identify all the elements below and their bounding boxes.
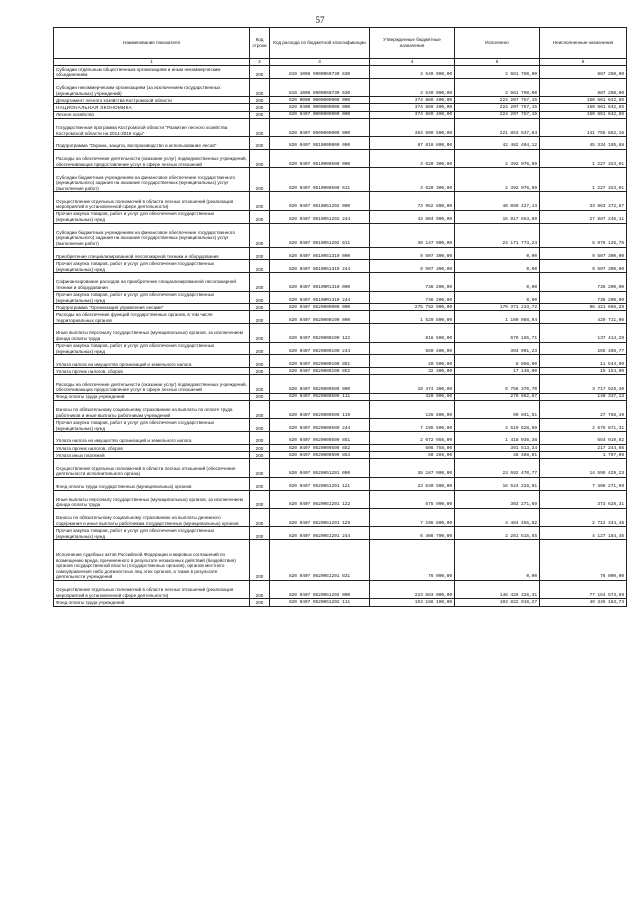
- indicator-name: Субсидии отдельным общественным организациям и иным некоммерческим объединениям: [54, 66, 250, 79]
- unexecuted-amount: 33 863 372,87: [540, 192, 627, 210]
- table-row: [54, 223, 627, 247]
- line-code: 200: [250, 192, 270, 210]
- indicator-name: Расходы на обеспечение деятельности (оказание услуг) подведомственных учреждений, обеспечивающих предоставление услуг в сфере лесных отношений: [54, 149, 250, 167]
- table-row: [54, 78, 627, 96]
- indicator-name: Осуществление отдельных полномочий в области лесных отношений (обеспечение деятельности исполнительного органа): [54, 459, 250, 477]
- indicator-name: Уплата прочих налогов, сборов: [54, 445, 250, 452]
- budget-code: 820 0407 0520000599 852: [270, 445, 370, 452]
- approved-amount: 736 200,00: [370, 273, 455, 291]
- column-number: 4: [370, 59, 455, 66]
- table-row: [54, 459, 627, 477]
- executed-amount: 4 484 455,52: [455, 508, 540, 526]
- budget-code: 820 0407 05100R1310 244: [270, 291, 370, 304]
- budget-code: 820 0407 0500000000 000: [270, 118, 370, 136]
- executed-amount: 224 207 757,15: [455, 97, 540, 104]
- line-code: 200: [250, 168, 270, 192]
- unexecuted-amount: 137 414,29: [540, 324, 627, 342]
- table-row: [54, 368, 627, 375]
- approved-amount: 73 952 800,00: [370, 192, 455, 210]
- unexecuted-amount: 76 000,00: [540, 540, 627, 581]
- executed-amount: 394 901,23: [455, 342, 540, 355]
- line-code: 200: [250, 260, 270, 273]
- line-code: 200: [250, 490, 270, 508]
- budget-code: 820 0407 0520000190 000: [270, 311, 370, 324]
- approved-amount: 275 792 900,00: [370, 304, 455, 311]
- line-code: 200: [250, 368, 270, 375]
- budget-code: 820 0407 0510051292 611: [270, 223, 370, 247]
- indicator-name: Субсидии некоммерческим организациям (за исключением государственных (муниципальных) учреждений): [54, 78, 250, 96]
- line-code: 200: [250, 527, 270, 540]
- table-row: [54, 477, 627, 490]
- unexecuted-amount: 3 717 929,30: [540, 375, 627, 393]
- executed-amount: 224 207 757,15: [455, 111, 540, 118]
- unexecuted-amount: 150 661 642,85: [540, 97, 627, 104]
- line-code: 200: [250, 355, 270, 368]
- table-row: [54, 599, 627, 606]
- approved-amount: 736 200,00: [370, 291, 455, 304]
- executed-amount: 0,00: [455, 247, 540, 260]
- indicator-name: Фонд оплаты труда учреждений: [54, 599, 250, 606]
- indicator-name: Исполнение судебных актов Российской Федерации и мировых соглашений по возмещению вреда, причиненного в результате незаконных действий (бездействия) органов государственной власти (государственных органов), органов местного самоуправления либо должностных лиц этих органов, а также в результате деятельности учреждений: [54, 540, 250, 581]
- budget-code: 820 0407 0520051291 831: [270, 540, 370, 581]
- approved-amount: 87 816 800,00: [370, 137, 455, 150]
- executed-amount: 0,00: [455, 540, 540, 581]
- approved-amount: 3 549 000,00: [370, 78, 455, 96]
- unexecuted-amount: 9 507 300,00: [540, 247, 627, 260]
- budget-code: 820 0407 0520000599 853: [270, 452, 370, 459]
- executed-amount: 6 756 370,70: [455, 375, 540, 393]
- unexecuted-amount: 11 644,00: [540, 355, 627, 368]
- unexecuted-amount: 2 675 871,31: [540, 419, 627, 432]
- approved-amount: 76 000,00: [370, 540, 455, 581]
- budget-code: 820 0407 0000000000 000: [270, 111, 370, 118]
- line-code: 200: [250, 149, 270, 167]
- executed-amount: 391 513,34: [455, 445, 540, 452]
- budget-code: 820 0407 0520000599 111: [270, 393, 370, 400]
- table-row: [54, 118, 627, 136]
- unexecuted-amount: 77 154 573,69: [540, 580, 627, 598]
- executed-amount: 103 822 916,27: [455, 599, 540, 606]
- budget-code: 820 0407 0510000599 000: [270, 149, 370, 167]
- approved-amount: 7 196 800,00: [370, 508, 455, 526]
- unexecuted-amount: 141 755 862,16: [540, 118, 627, 136]
- unexecuted-amount: 7 306 271,99: [540, 477, 627, 490]
- indicator-name: Взносы по обязательному социальному страхованию на выплаты денежного содержания и иные выплаты работникам государственных (муниципальных) органов: [54, 508, 250, 526]
- budget-code: 820 0407 0520000599 244: [270, 419, 370, 432]
- executed-amount: 99 041,51: [455, 401, 540, 419]
- executed-amount: 2 281 515,55: [455, 527, 540, 540]
- table-row: [54, 393, 627, 400]
- header-kbk: Код расхода по бюджетной классификации: [270, 28, 370, 59]
- table-row: [54, 66, 627, 79]
- approved-amount: 374 869 400,00: [370, 111, 455, 118]
- approved-amount: 7 195 500,00: [370, 419, 455, 432]
- budget-code: 820 0407 0520000599 000: [270, 375, 370, 393]
- table-row: [54, 342, 627, 355]
- header-executed: Исполнено: [455, 28, 540, 59]
- line-code: 200: [250, 375, 270, 393]
- approved-amount: 50 286,00: [370, 452, 455, 459]
- table-row: [54, 432, 627, 445]
- line-code: 200: [250, 393, 270, 400]
- table-row: [54, 580, 627, 598]
- unexecuted-amount: 15 154,00: [540, 368, 627, 375]
- budget-code: 820 0407 0520000190 122: [270, 324, 370, 342]
- table-row: [54, 192, 627, 210]
- unexecuted-amount: 140 337,13: [540, 393, 627, 400]
- approved-amount: 363 609 500,00: [370, 118, 455, 136]
- header-code: Код строки: [250, 28, 270, 59]
- approved-amount: 6 408 700,00: [370, 527, 455, 540]
- line-code: 200: [250, 419, 270, 432]
- executed-amount: 48 488,91: [455, 452, 540, 459]
- unexecuted-amount: 150 661 642,85: [540, 104, 627, 111]
- executed-amount: 0,00: [455, 273, 540, 291]
- unexecuted-amount: 1 227 323,01: [540, 168, 627, 192]
- header-name: Наименование показателя: [54, 28, 250, 59]
- approved-amount: 3 620 300,00: [370, 149, 455, 167]
- executed-amount: 23 592 470,77: [455, 459, 540, 477]
- budget-code: 820 0407 0520000599 851: [270, 432, 370, 445]
- column-number: 3: [270, 59, 370, 66]
- approved-amount: 3 620 300,00: [370, 168, 455, 192]
- executed-amount: 146 428 426,31: [455, 580, 540, 598]
- executed-amount: 16 524 228,01: [455, 477, 540, 490]
- indicator-name: Осуществление отдельных полномочий в области лесных отношений (реализация мероприятий в установленной сфере деятельности): [54, 580, 250, 598]
- budget-code: 819 1006 9900050730 630: [270, 78, 370, 96]
- indicator-name: Подпрограмма "Организация управления лесами": [54, 304, 250, 311]
- line-code: 200: [250, 78, 270, 96]
- budget-code: 820 0407 05100R1310 000: [270, 273, 370, 291]
- executed-amount: 179 371 233,72: [455, 304, 540, 311]
- budget-code: 820 0407 0520051291 129: [270, 508, 370, 526]
- unexecuted-amount: 9 507 300,00: [540, 260, 627, 273]
- column-number-row: [54, 59, 627, 66]
- unexecuted-amount: 5 976 126,76: [540, 223, 627, 247]
- line-code: 200: [250, 223, 270, 247]
- executed-amount: 0,00: [455, 291, 540, 304]
- line-code: 200: [250, 477, 270, 490]
- table-row: [54, 104, 627, 111]
- executed-amount: 1 100 088,94: [455, 311, 540, 324]
- budget-code: 819 1006 9900050730 630: [270, 66, 370, 79]
- budget-code: 820 0407 0510051292 000: [270, 192, 370, 210]
- indicator-name: Иные выплаты персоналу государственных (муниципальных) органов, за исключением фонда оплаты труда: [54, 490, 250, 508]
- line-code: 200: [250, 311, 270, 324]
- executed-amount: 15 917 653,89: [455, 210, 540, 223]
- approved-amount: 223 583 000,00: [370, 580, 455, 598]
- budget-code: 820 0407 0520000190 244: [270, 342, 370, 355]
- budget-code: 820 0407 0520051292 111: [270, 599, 370, 606]
- table-row: [54, 210, 627, 223]
- executed-amount: 679 185,71: [455, 324, 540, 342]
- approved-amount: 420 000,00: [370, 393, 455, 400]
- indicator-name: Субсидии бюджетным учреждениям на финансовое обеспечение государственного (муниципального) задания на оказание государственных (муниципальных) услуг (выполнение работ): [54, 168, 250, 192]
- unexecuted-amount: 887 250,00: [540, 66, 627, 79]
- budget-code: 820 0407 0520051291 244: [270, 527, 370, 540]
- line-code: 200: [250, 445, 270, 452]
- approved-amount: 9 507 300,00: [370, 247, 455, 260]
- column-number: 2: [250, 59, 270, 66]
- indicator-name: Прочая закупка товаров, работ и услуг для обеспечения государственных (муниципальных) нужд: [54, 291, 250, 304]
- unexecuted-amount: 2 712 344,48: [540, 508, 627, 526]
- approved-amount: 3 549 000,00: [370, 66, 455, 79]
- indicator-name: Субсидии бюджетным учреждениям на финансовое обеспечение государственного (муниципального) задания на оказание государственных (муниципальных) услуг (выполнение работ): [54, 223, 250, 247]
- approved-amount: 608 758,00: [370, 445, 455, 452]
- table-row: [54, 137, 627, 150]
- budget-code: 820 0000 0000000000 000: [270, 97, 370, 104]
- executed-amount: 24 171 773,24: [455, 223, 540, 247]
- unexecuted-amount: 217 244,66: [540, 445, 627, 452]
- indicator-name: Уплата налога на имущество организаций и земельного налога: [54, 355, 250, 368]
- executed-amount: 2 392 976,99: [455, 149, 540, 167]
- indicator-name: Расходы на обеспечение деятельности (оказание услуг) подведомственных учреждений, обеспечивающих предоставление услуг в сфере лесных отношений: [54, 375, 250, 393]
- budget-code: 820 0407 0520000000 000: [270, 304, 370, 311]
- table-row: [54, 419, 627, 432]
- line-code: 200: [250, 401, 270, 419]
- table-row: [54, 111, 627, 118]
- line-code: 200: [250, 97, 270, 104]
- executed-amount: 2 661 750,00: [455, 66, 540, 79]
- indicator-name: Осуществление отдельных полномочий в области лесных отношений (реализация мероприятий в установленной сфере деятельности): [54, 192, 250, 210]
- approved-amount: 675 900,00: [370, 490, 455, 508]
- approved-amount: 660 400,00: [370, 342, 455, 355]
- line-code: 200: [250, 210, 270, 223]
- table-row: [54, 273, 627, 291]
- unexecuted-amount: 736 200,00: [540, 291, 627, 304]
- budget-code: 820 0407 0510000000 000: [270, 137, 370, 150]
- line-code: 200: [250, 459, 270, 477]
- unexecuted-amount: 429 711,06: [540, 311, 627, 324]
- table-row: [54, 97, 627, 104]
- line-code: 200: [250, 540, 270, 581]
- line-code: 200: [250, 291, 270, 304]
- approved-amount: 20 500,00: [370, 355, 455, 368]
- approved-amount: 10 474 300,00: [370, 375, 455, 393]
- table-row: [54, 355, 627, 368]
- indicator-name: Лесное хозяйство: [54, 111, 250, 118]
- indicator-name: Подпрограмма "Охрана, защита, воспроизводство и использование лесов": [54, 137, 250, 150]
- unexecuted-amount: 654 919,62: [540, 432, 627, 445]
- table-row: [54, 149, 627, 167]
- indicator-name: Прочая закупка товаров, работ и услуг для обеспечения государственных (муниципальных) нужд: [54, 342, 250, 355]
- line-code: 200: [250, 111, 270, 118]
- budget-code: 820 0407 0510051292 244: [270, 210, 370, 223]
- indicator-name: Уплата налога на имущество организаций и земельного налога: [54, 432, 250, 445]
- line-code: 200: [250, 599, 270, 606]
- budget-code: 820 0407 0520051291 121: [270, 477, 370, 490]
- header-unexecuted: Неисполненные назначения: [540, 28, 627, 59]
- approved-amount: 32 300,00: [370, 368, 455, 375]
- table-row: [54, 452, 627, 459]
- unexecuted-amount: 265 498,77: [540, 342, 627, 355]
- table-body: [54, 66, 627, 607]
- indicator-name: Взносы по обязательному социальному страхованию на выплаты по оплате труда работников и иные выплаты работникам учреждений: [54, 401, 250, 419]
- column-number: 5: [455, 59, 540, 66]
- indicator-name: Уплата прочих налогов, сборов: [54, 368, 250, 375]
- indicator-name: Государственная программа Костромской области "Развитие лесного хозяйства Костромской области на 2014-2018 годы": [54, 118, 250, 136]
- approved-amount: 38 187 900,00: [370, 459, 455, 477]
- column-number: 1: [54, 59, 250, 66]
- approved-amount: 43 804 900,00: [370, 210, 455, 223]
- budget-code: 820 0407 0510000599 611: [270, 168, 370, 192]
- line-code: 200: [250, 304, 270, 311]
- approved-amount: 23 630 500,00: [370, 477, 455, 490]
- indicator-name: Уплата иных платежей: [54, 452, 250, 459]
- unexecuted-amount: 150 661 642,85: [540, 111, 627, 118]
- executed-amount: 0,00: [455, 260, 540, 273]
- executed-amount: 40 089 427,13: [455, 192, 540, 210]
- line-code: 200: [250, 342, 270, 355]
- table-row: [54, 304, 627, 311]
- approved-amount: 126 800,00: [370, 401, 455, 419]
- budget-execution-table: [53, 27, 627, 607]
- executed-amount: 17 146,00: [455, 368, 540, 375]
- executed-amount: 8 856,00: [455, 355, 540, 368]
- approved-amount: 9 507 300,00: [370, 260, 455, 273]
- unexecuted-amount: 27 758,49: [540, 401, 627, 419]
- approved-amount: 153 168 100,00: [370, 599, 455, 606]
- budget-code: 820 0407 0510051310 244: [270, 260, 370, 273]
- executed-amount: 2 392 976,99: [455, 168, 540, 192]
- indicator-name: Прочая закупка товаров, работ и услуг для обеспечения государственных (муниципальных) нужд: [54, 210, 250, 223]
- line-code: 200: [250, 324, 270, 342]
- indicator-name: Приобретение специализированной лесопожарной техники и оборудования: [54, 247, 250, 260]
- table-row: [54, 401, 627, 419]
- approved-amount: 1 529 800,00: [370, 311, 455, 324]
- indicator-name: Прочая закупка товаров, работ и услуг для обеспечения государственных (муниципальных) нужд: [54, 260, 250, 273]
- budget-code: 820 0407 0510051310 000: [270, 247, 370, 260]
- indicator-name: Иные выплаты персоналу государственных (муниципальных) органов, за исключением фонда оплаты труда: [54, 324, 250, 342]
- unexecuted-amount: 45 334 195,88: [540, 137, 627, 150]
- approved-amount: 374 869 400,00: [370, 97, 455, 104]
- line-code: 200: [250, 137, 270, 150]
- unexecuted-amount: 49 345 183,73: [540, 599, 627, 606]
- table-row: [54, 247, 627, 260]
- indicator-name: Департамент лесного хозяйства Костромской области: [54, 97, 250, 104]
- executed-amount: 2 661 750,00: [455, 78, 540, 96]
- executed-amount: 221 853 637,84: [455, 118, 540, 136]
- table-row: [54, 291, 627, 304]
- table-row: [54, 490, 627, 508]
- line-code: 200: [250, 66, 270, 79]
- approved-amount: 374 869 400,00: [370, 104, 455, 111]
- budget-code: 820 0407 0520000599 119: [270, 401, 370, 419]
- table-row: [54, 324, 627, 342]
- approved-amount: 30 147 900,00: [370, 223, 455, 247]
- table-row: [54, 375, 627, 393]
- indicator-name: Фонд оплаты труда учреждений: [54, 393, 250, 400]
- table-row: [54, 260, 627, 273]
- indicator-name: Прочая закупка товаров, работ и услуг для обеспечения государственных (муниципальных) нужд: [54, 419, 250, 432]
- unexecuted-amount: 27 887 246,11: [540, 210, 627, 223]
- table-row: [54, 540, 627, 581]
- line-code: 200: [250, 273, 270, 291]
- budget-code: 820 0407 0520051292 000: [270, 580, 370, 598]
- executed-amount: 302 271,69: [455, 490, 540, 508]
- indicator-name: Прочая закупка товаров, работ и услуг для обеспечения государственных (муниципальных) нужд: [54, 527, 250, 540]
- executed-amount: 1 418 036,38: [455, 432, 540, 445]
- column-number: 6: [540, 59, 627, 66]
- budget-code: 820 0407 0520051291 122: [270, 490, 370, 508]
- executed-amount: 279 662,87: [455, 393, 540, 400]
- executed-amount: 42 482 404,12: [455, 137, 540, 150]
- indicator-name: НАЦИОНАЛЬНАЯ ЭКОНОМИКА: [54, 104, 250, 111]
- unexecuted-amount: 1 227 323,01: [540, 149, 627, 167]
- line-code: 200: [250, 580, 270, 598]
- line-code: 200: [250, 432, 270, 445]
- table-row: [54, 508, 627, 526]
- page-number: 57: [315, 15, 325, 25]
- table-row: [54, 527, 627, 540]
- indicator-name: Софинансирование расходов на приобретение специализированной лесопожарной техники и оборудования: [54, 273, 250, 291]
- unexecuted-amount: 14 595 429,23: [540, 459, 627, 477]
- budget-code: 820 0400 0000000000 000: [270, 104, 370, 111]
- line-code: 200: [250, 452, 270, 459]
- executed-amount: 4 519 628,69: [455, 419, 540, 432]
- line-code: 200: [250, 508, 270, 526]
- budget-code: 820 0407 0520000190 852: [270, 368, 370, 375]
- executed-amount: 224 207 757,15: [455, 104, 540, 111]
- line-code: 200: [250, 104, 270, 111]
- indicator-name: Фонд оплаты труда государственных (муниципальных) органов: [54, 477, 250, 490]
- table-row: [54, 311, 627, 324]
- budget-code: 820 0407 0520051291 000: [270, 459, 370, 477]
- budget-code: 820 0407 0520000190 851: [270, 355, 370, 368]
- unexecuted-amount: 4 127 184,45: [540, 527, 627, 540]
- unexecuted-amount: 373 628,31: [540, 490, 627, 508]
- approved-amount: 2 072 956,00: [370, 432, 455, 445]
- unexecuted-amount: 736 200,00: [540, 273, 627, 291]
- table-row: [54, 445, 627, 452]
- unexecuted-amount: 1 797,09: [540, 452, 627, 459]
- approved-amount: 816 600,00: [370, 324, 455, 342]
- unexecuted-amount: 887 250,00: [540, 78, 627, 96]
- line-code: 200: [250, 118, 270, 136]
- unexecuted-amount: 96 421 666,28: [540, 304, 627, 311]
- indicator-name: Расходы на обеспечение функций государственных органов, в том числе территориальных органов: [54, 311, 250, 324]
- header-approved: Утвержденные бюджетные назначения: [370, 28, 455, 59]
- line-code: 200: [250, 247, 270, 260]
- table-header-row: [54, 28, 627, 59]
- table-row: [54, 168, 627, 192]
